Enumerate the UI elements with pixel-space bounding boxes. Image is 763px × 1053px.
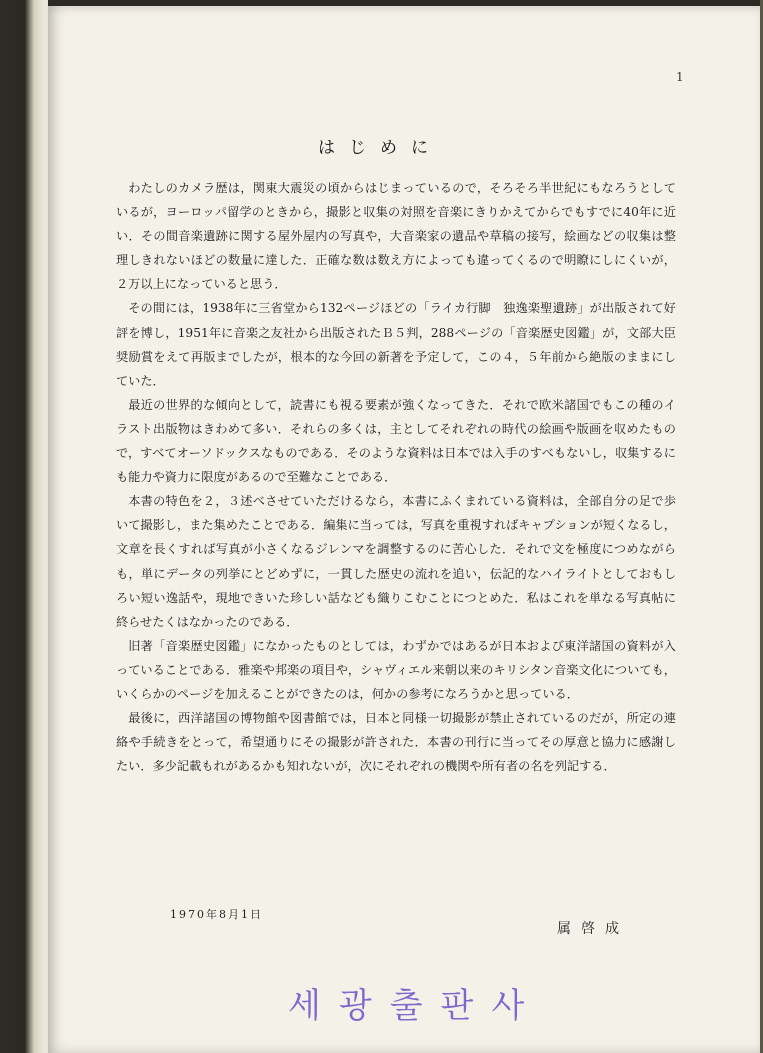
paragraph-3: 最近の世界的な傾向として，読書にも視る要素が強くなってきた．それで欧米諸国でもこの種のイラスト出版物はきわめて多い．それらの多くは，主としてそれぞれの時代の絵画や版画を収めたもので，すべてオーソドックスなものである．そのような資料は日本では入手のすべもないし，収集するにも能力や資力に限度があるので至難なことである． — [116, 397, 676, 485]
page-number: 1 — [676, 70, 684, 84]
author-name: 属啓成 — [557, 921, 629, 937]
paragraph-5: 旧著「音楽歴史図鑑」になかったものとしては，わずかではあるが日本および東洋諸国の資料が入っていることである．雅楽や邦楽の項目や，シャヴィエル来朝以来のキリシタン音楽文化についても，いくらかのページを加えることができたのは，何かの参考になろうかと思っている． — [116, 638, 676, 701]
preface-date: 1970年8月1日 — [170, 908, 263, 921]
page-top-shadow — [48, 0, 763, 6]
paragraph-6: 最後に，西洋諸国の博物館や図書館では，日本と同様一切撮影が禁止されているのだが，所定の連絡や手続きをとって，希望通りにその撮影が許された．本書の刊行に当ってその厚意と協力に感謝したい．多少記載もれがあるかも知れないが，次にそれぞれの機関や所有者の名を列記する． — [116, 711, 676, 774]
page-title: はじめに — [318, 138, 442, 158]
paragraph-2: その間には，1938年に三省堂から132ページほどの「ライカ行脚 独逸楽聖遺跡」が出版されて好評を博し，1951年に音楽之友社から出版されたＢ５判，288ページの「音楽歴史図鑑」が，文部大臣奨励賞をえて再版までしたが，根本的な今回の新著を予定して，この４，５年前から絶版のままにしていた． — [116, 301, 676, 388]
paragraph-1: わたしのカメラ歴は，関東大震災の頃からはじまっているので，そろそろ半世紀にもなろうとしているが，ヨーロッパ留学のときから，撮影と収集の対照を音楽にきりかえてからでもすでに40年に近い．その間音楽遺跡に関する屋外屋内の写真や，大音楽家の遺品や草稿の接写，絵画などの収集は整理しきれないほどの数量に達した．正確な数は数え方によっても違ってくるので明瞭にしにくいが，２万以上になっていると思う． — [116, 181, 676, 292]
publisher-stamp: 세광출판사 — [288, 986, 543, 1026]
preface-body — [116, 176, 676, 778]
paragraph-4: 本書の特色を２，３述べさせていただけるなら，本書にふくまれている資料は，全部自分の足で歩いて撮影し，また集めたことである．編集に当っては，写真を重視すればキャプションが短くなるし，文章を長くすれば写真が小さくなるジレンマを調整するのに苦心した．それで文を極度につめながらも，単にデータの列挙にとどめずに，一貫した歴史の流れを追い，伝記的なハイライトとしておもしろい短い逸話や，現地できいた珍しい話なども織りこむことにつとめた．私はこれを単なる写真帖に終らせたくはなかったのである． — [116, 494, 676, 629]
